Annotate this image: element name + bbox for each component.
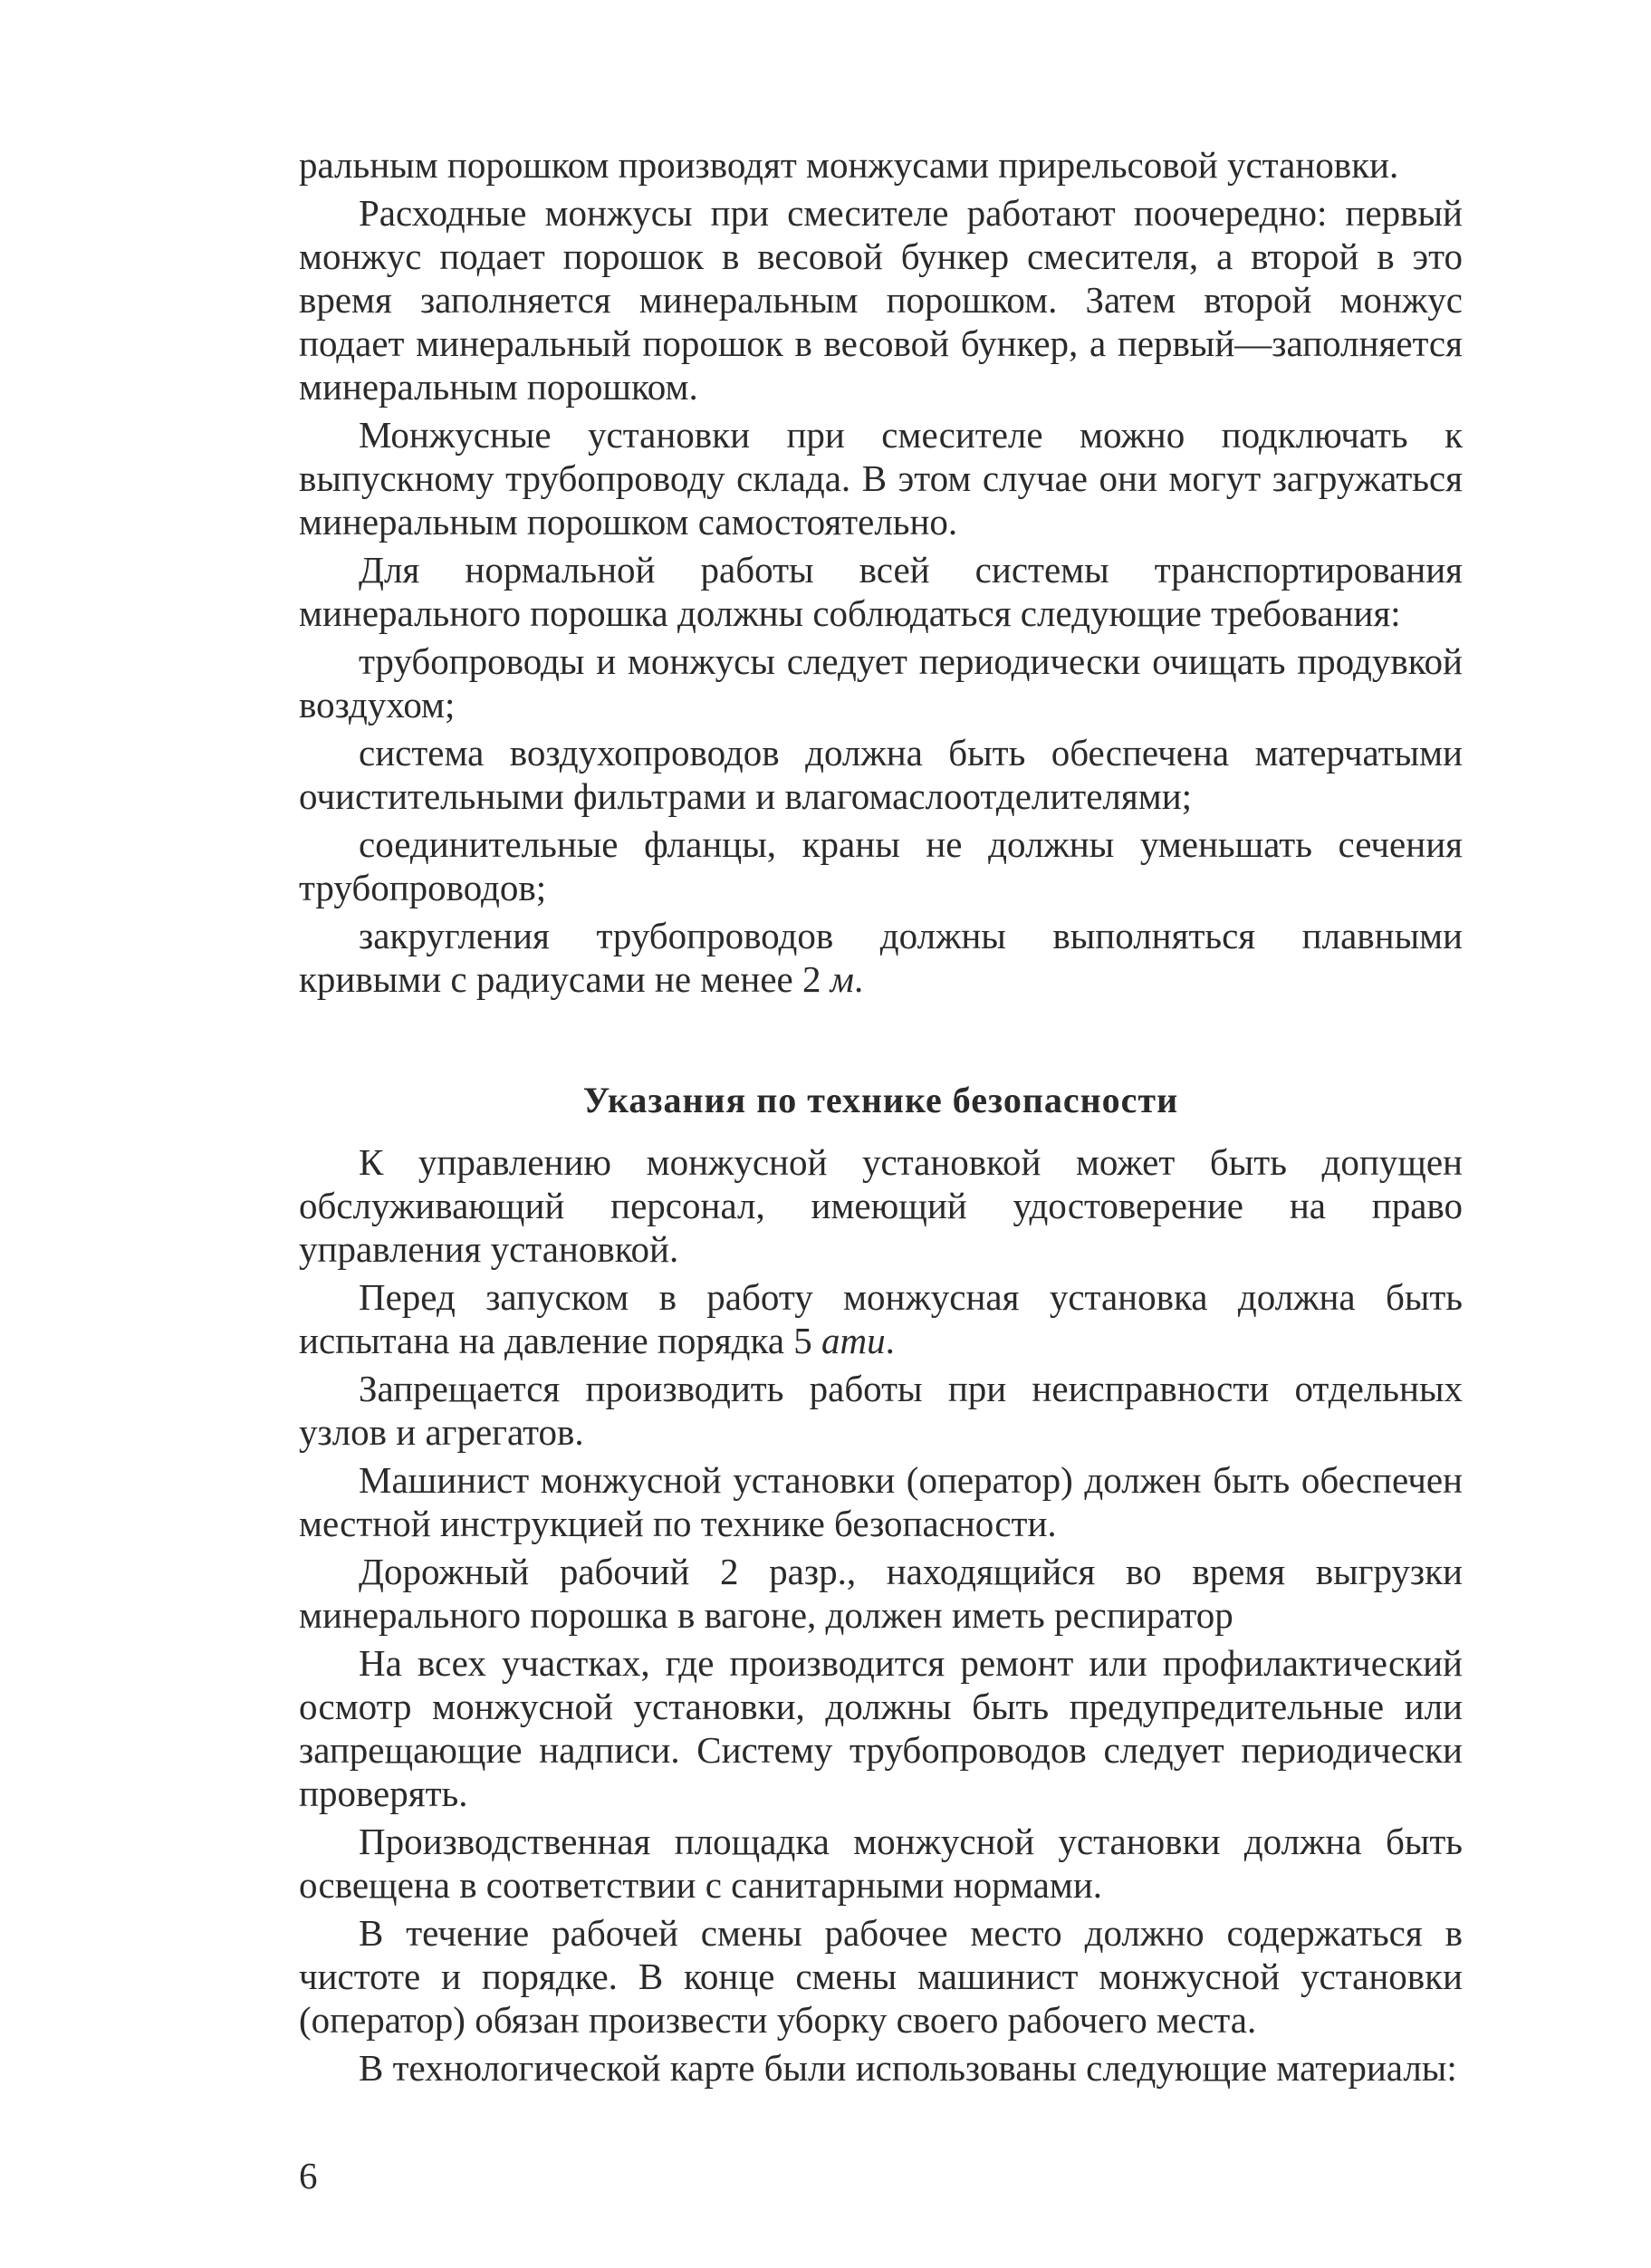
list-item: трубопроводы и монжусы следует периодически очищать продувкой воздухом;: [299, 640, 1463, 726]
paragraph: ральным порошком производят монжусами прирельсовой установки.: [299, 144, 1399, 186]
unit-text: ати: [821, 1320, 886, 1361]
paragraph: Для нормальной работы всей системы транспортирования минерального порошка должны соблюдаться следующие требования:: [299, 549, 1463, 634]
text-run: закругления трубопроводов должны выполняться плавными кривыми с радиусами не менее 2: [299, 915, 1463, 1000]
text-run: .: [853, 958, 864, 1000]
paragraph: Запрещается производить работы при неисправности отдельных узлов и агрегатов.: [299, 1368, 1463, 1453]
paragraph: На всех участках, где производится ремонт или профилактический осмотр монжусной установки, должны быть предупредительные или запрещающие надписи. Систему трубопроводов следует периодически проверять.: [299, 1642, 1463, 1814]
paragraph: К управлению монжусной установкой может быть допущен обслуживающий персонал, имеющий удостоверение на право управления установкой.: [299, 1141, 1463, 1270]
unit-text: м: [830, 958, 854, 1000]
list-item: соединительные фланцы, краны не должны уменьшать сечения трубопроводов;: [299, 823, 1463, 908]
text-run: Перед запуском в работу монжусная установка должна быть испытана на давление порядка 5: [299, 1276, 1463, 1361]
paragraph: Монжусные установки при смесителе можно подключать к выпускному трубопроводу склада. В этом случае они могут загружаться минеральным порошком самостоятельно.: [299, 414, 1463, 543]
paragraph: Производственная площадка монжусной установки должна быть освещена в соответствии с санитарными нормами.: [299, 1821, 1463, 1906]
paragraph: Расходные монжусы при смесителе работают поочередно: первый монжус подает порошок в весовой бункер смесителя, а второй в это время заполняется минеральным порошком. Затем второй монжус подает минеральный порошок в весовой бункер, а первый—заполняется минеральным порошком.: [299, 192, 1463, 408]
paragraph: В технологической карте были использованы следующие материалы:: [359, 2047, 1457, 2089]
page-number: 6: [299, 2155, 318, 2196]
section-heading: Указания по технике безопасности: [582, 1080, 1179, 1120]
paragraph: Дорожный рабочий 2 разр., находящийся во время выгрузки минерального порошка в вагоне, должен иметь респиратор: [299, 1551, 1463, 1636]
paragraph: В течение рабочей смены рабочее место должно содержаться в чистоте и порядке. В конце смены машинист монжусной установки (оператор) обязан произвести уборку своего рабочего места.: [299, 1912, 1463, 2041]
body-text: [299, 143, 1463, 2094]
list-item: [299, 914, 1463, 1001]
paragraph: Машинист монжусной установки (оператор) должен быть обеспечен местной инструкцией по технике безопасности.: [299, 1459, 1463, 1544]
list-item: система воздухопроводов должна быть обеспечена матерчатыми очистительными фильтрами и влагомаслоотделителями;: [299, 732, 1463, 817]
paragraph: [299, 1275, 1463, 1362]
text-run: .: [885, 1320, 895, 1361]
